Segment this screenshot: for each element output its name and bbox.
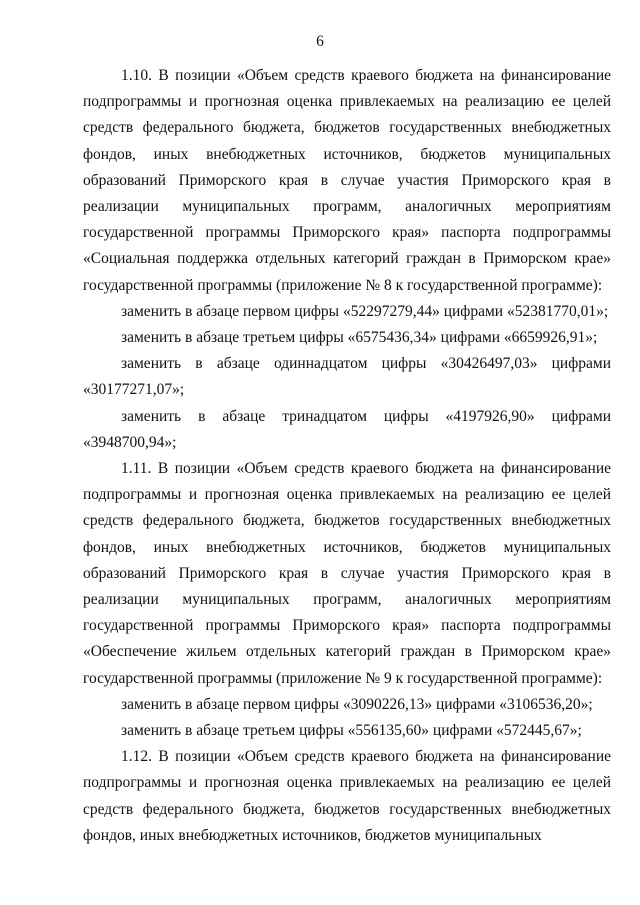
paragraph-1-11: 1.11. В позиции «Объем средств краевого бюджета на финансирование подпрограммы и прогнозная оценка привлекаемых на реализацию ее целей средств федерального бюджета, бюджетов государственных внебюджетных фондов, иных внебюджетных источников, бюджетов муниципальных образований Приморского края в случае участия Приморского края в реализации муниципальных программ, аналогичных мероприятиям государственной программы Приморского края» паспорта подпрограммы «Обеспечение жильем отдельных категорий граждан в Приморском крае» государственной программы (приложение № 9 к государственной программе): [83, 460, 611, 687]
amendment-item: заменить в абзаце первом цифры «3090226,13» цифрами «3106536,20»; [121, 695, 593, 713]
amendment-item: заменить в абзаце третьем цифры «556135,60» цифрами «572445,67»; [121, 722, 582, 740]
page-number: 6 [316, 33, 324, 50]
amendment-item: заменить в абзаце тринадцатом цифры «4197926,90» цифрами «3948700,94»; [83, 407, 611, 451]
paragraph-1-12: 1.12. В позиции «Объем средств краевого бюджета на финансирование подпрограммы и прогнозная оценка привлекаемых на реализацию ее целей средств федерального бюджета, бюджетов государственных внебюджетных фондов, иных внебюджетных источников, бюджетов муниципальных [83, 748, 611, 844]
amendment-item: заменить в абзаце одиннадцатом цифры «30426497,03» цифрами «30177271,07»; [83, 355, 611, 399]
amendment-item: заменить в абзаце первом цифры «52297279,44» цифрами «52381770,01»; [121, 302, 609, 320]
paragraph-1-10: 1.10. В позиции «Объем средств краевого бюджета на финансирование подпрограммы и прогнозная оценка привлекаемых на реализацию ее целей средств федерального бюджета, бюджетов государственных внебюджетных фондов, иных внебюджетных источников, бюджетов муниципальных образований Приморского края в случае участия Приморского края в реализации муниципальных программ, аналогичных мероприятиям государственной программы Приморского края» паспорта подпрограммы «Социальная поддержка отдельных категорий граждан в Приморском крае» государственной программы (приложение № 8 к государственной программе): [83, 67, 611, 294]
document-body [83, 63, 611, 849]
amendment-item: заменить в абзаце третьем цифры «6575436,34» цифрами «6659926,91»; [121, 329, 598, 347]
